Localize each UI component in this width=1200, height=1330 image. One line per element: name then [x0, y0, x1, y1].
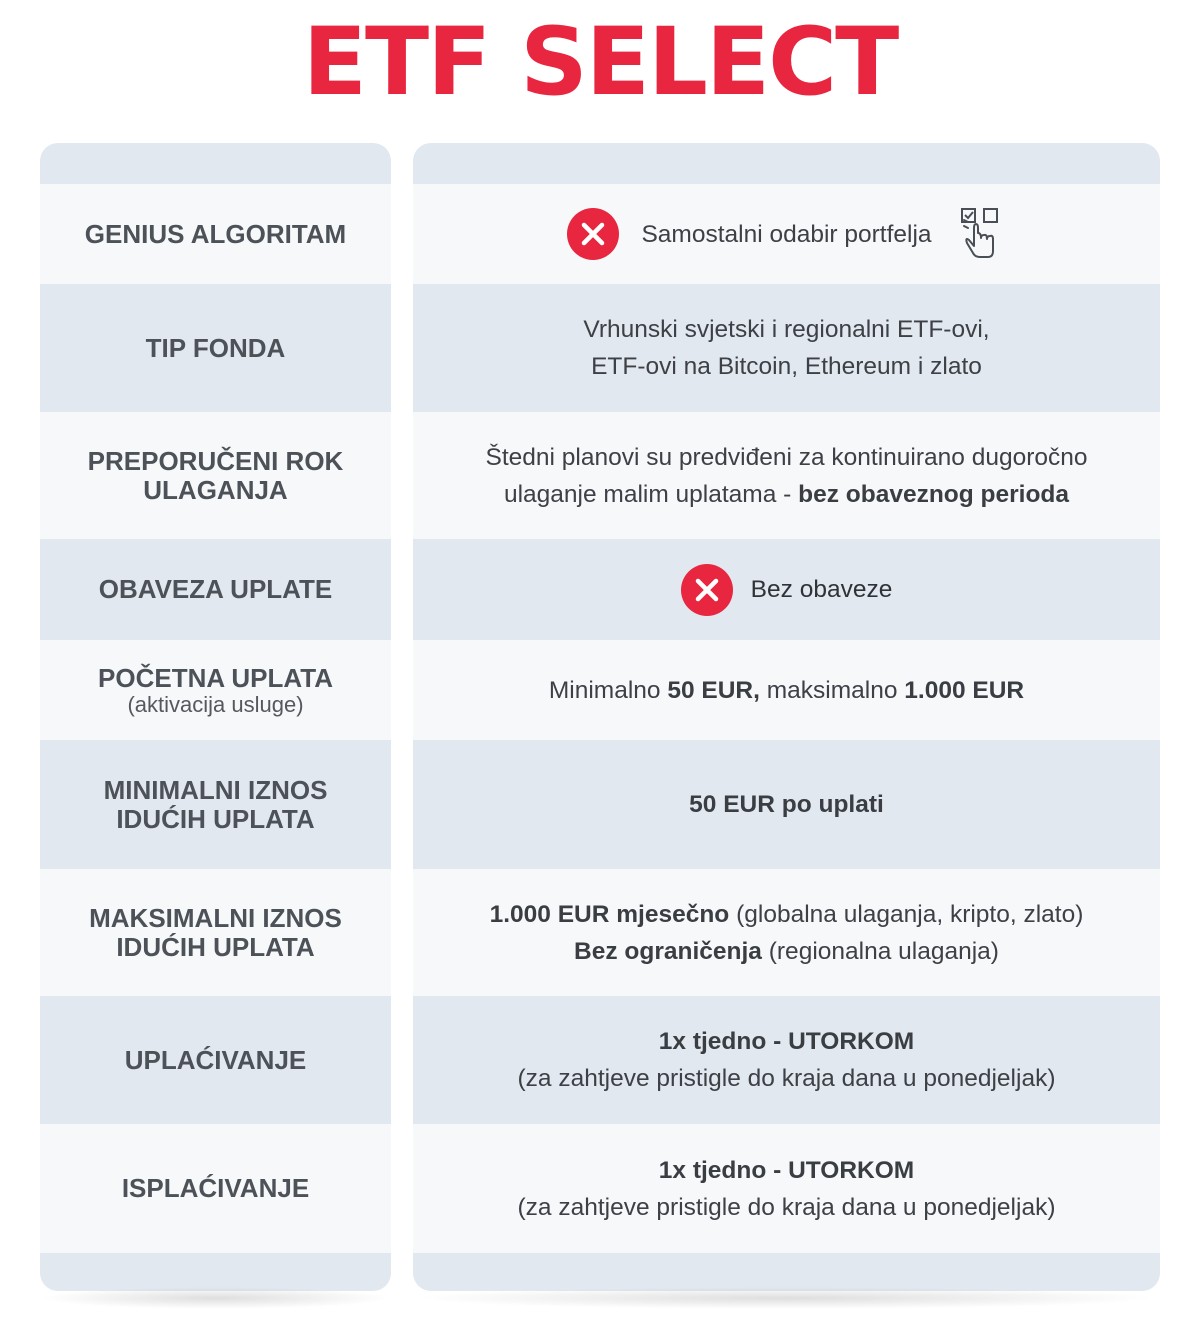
label-cell	[40, 740, 391, 869]
value-cell	[413, 869, 1160, 996]
value-cell	[413, 640, 1160, 740]
value-cell	[413, 740, 1160, 869]
value-cell	[413, 996, 1160, 1124]
label-cell	[40, 539, 391, 640]
row-label: TIP FONDA	[145, 332, 286, 363]
value-cell	[413, 412, 1160, 539]
select-portfolio-icon	[956, 206, 1006, 262]
row-value: Štedni planovi su predviđeni za kontinuirano dugoročno ulaganje malim uplatama - bez obaveznog perioda	[485, 443, 1088, 508]
column-cap-bottom	[40, 1253, 391, 1291]
label-cell	[40, 284, 391, 412]
row-value: Samostalni odabir portfelja	[641, 220, 932, 248]
row-value: 1x tjedno - UTORKOM (za zahtjeve pristigle do kraja dana u ponedjeljak)	[517, 1156, 1056, 1221]
row-label: POČETNA UPLATA (aktivacija usluge)	[98, 662, 333, 717]
page-title: ETF SELECT	[302, 8, 898, 117]
value-column	[413, 143, 1160, 1291]
label-cell	[40, 412, 391, 539]
label-cell	[40, 184, 391, 284]
x-circle-icon	[681, 564, 733, 616]
row-value: 1x tjedno - UTORKOM (za zahtjeve pristigle do kraja dana u ponedjeljak)	[517, 1028, 1056, 1092]
label-cell	[40, 996, 391, 1124]
row-value: Bez obaveze	[750, 576, 893, 603]
label-cell	[40, 1124, 391, 1253]
column-shadow	[40, 1287, 391, 1309]
column-cap-bottom	[413, 1253, 1160, 1291]
x-circle-icon	[567, 208, 619, 260]
row-label: MAKSIMALNI IZNOS IDUĆIH UPLATA	[89, 902, 342, 962]
value-cell	[413, 539, 1160, 640]
row-sublabel: (aktivacija usluge)	[127, 691, 304, 717]
value-cell	[413, 184, 1160, 284]
row-value: 1.000 EUR mjesečno (globalna ulaganja, kripto, zlato) Bez ograničenja (regionalna ulaganja)	[489, 900, 1084, 965]
row-label: OBAVEZA UPLATE	[98, 574, 333, 604]
row-value: 50 EUR po uplati	[689, 791, 884, 818]
row-label: PREPORUČENI ROK ULAGANJA	[87, 445, 344, 505]
column-cap-top	[413, 143, 1160, 184]
row-value: Vrhunski svjetski i regionalni ETF-ovi, ETF-ovi na Bitcoin, Ethereum i zlato	[583, 316, 990, 380]
row-label: UPLAĆIVANJE	[124, 1044, 307, 1075]
column-shadow	[413, 1287, 1160, 1309]
row-value: Minimalno 50 EUR, maksimalno 1.000 EUR	[548, 676, 1025, 704]
value-cell	[413, 284, 1160, 412]
row-label: GENIUS ALGORITAM	[84, 218, 347, 249]
column-cap-top	[40, 143, 391, 184]
row-label: MINIMALNI IZNOS IDUĆIH UPLATA	[103, 774, 328, 834]
label-cell	[40, 869, 391, 996]
label-column	[40, 143, 391, 1291]
row-label: ISPLAĆIVANJE	[121, 1173, 310, 1203]
value-cell	[413, 1124, 1160, 1253]
label-cell	[40, 640, 391, 740]
